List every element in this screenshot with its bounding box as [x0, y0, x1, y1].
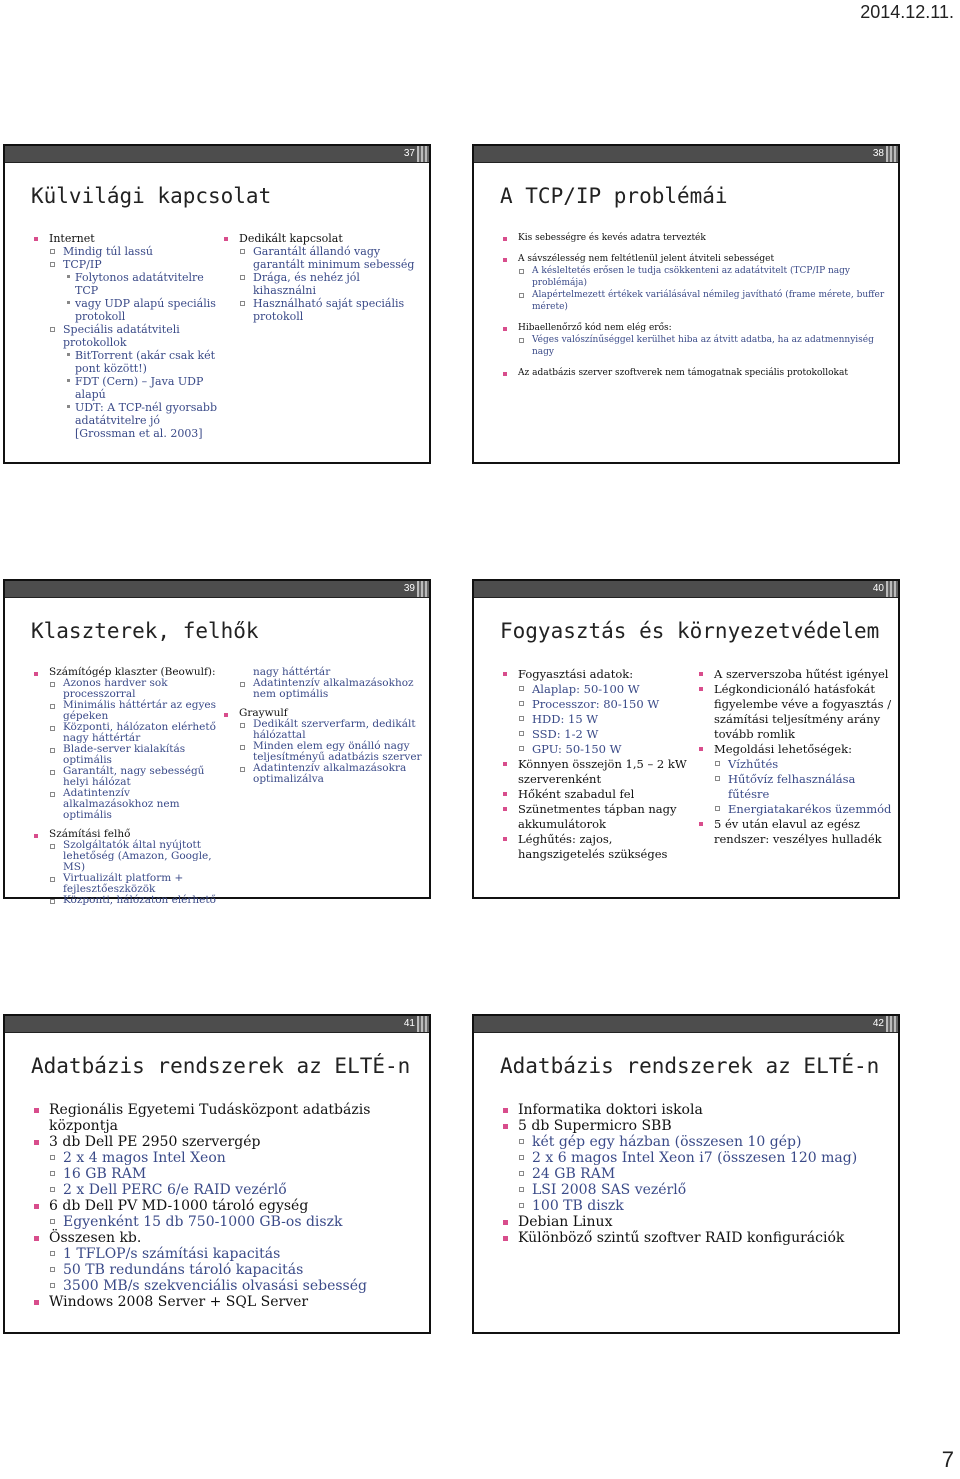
slide-header-bar	[5, 146, 429, 163]
slide-header-bar	[474, 1016, 898, 1033]
bullet-item-level-3: vagy UDP alapú speciális protokoll	[31, 297, 221, 323]
slide-42	[472, 1014, 900, 1334]
bullet-item-level-1: Számítógép klaszter (Beowulf):	[31, 667, 221, 678]
bullet-item-level-2: Adatintenzív alkalmazásokra optimalizálva	[221, 763, 423, 785]
bullet-item-level-1: 5 év után elavul az egész rendszer: veszélyes hulladék	[696, 817, 892, 847]
slide-number: 41	[403, 1018, 415, 1029]
slide-column	[31, 667, 221, 906]
slide-corner-pattern	[417, 1016, 429, 1032]
bullet-item-level-3: FDT (Cern) – Java UDP alapú	[31, 375, 221, 401]
slide-column	[31, 232, 221, 440]
bullet-item-level-2: Központi, hálózaton elérhető	[31, 895, 221, 906]
slide-title: Adatbázis rendszerek az ELTÉ-n	[500, 1054, 880, 1078]
bullet-item-level-1: Az adatbázis szerver szoftverek nem támogatnak speciális protokollokat	[500, 367, 892, 379]
bullet-item-level-2: két gép egy házban (összesen 10 gép)	[500, 1134, 892, 1150]
slide-title: Adatbázis rendszerek az ELTÉ-n	[31, 1054, 411, 1078]
bullet-item-level-2: Adatintenzív alkalmazásokhoz nem optimális	[31, 788, 221, 821]
slide-corner-pattern	[886, 581, 898, 597]
bullet-list	[221, 232, 421, 323]
slide-37	[3, 144, 431, 464]
bullet-item-level-2: Központi, hálózaton elérhető nagy háttértár	[31, 722, 221, 744]
bullet-item-level-1: Léghűtés: zajos, hangszigetelés szükséges	[500, 832, 696, 862]
slide-column	[500, 232, 892, 379]
slide-column	[221, 232, 421, 323]
bullet-list	[221, 667, 423, 785]
slide-header-bar	[474, 581, 898, 598]
slide-title: A TCP/IP problémái	[500, 184, 728, 208]
bullet-item-level-1: 5 db Supermicro SBB	[500, 1118, 892, 1134]
bullet-item-level-2: SSD: 1-2 W	[500, 727, 696, 742]
bullet-item-level-2: 24 GB RAM	[500, 1166, 892, 1182]
bullet-item-level-1: Informatika doktori iskola	[500, 1102, 892, 1118]
bullet-item-level-2: Garantált, nagy sebességű helyi hálózat	[31, 766, 221, 788]
slide-body	[500, 667, 892, 891]
bullet-list	[500, 1102, 892, 1246]
slide-40	[472, 579, 900, 899]
slide-number: 40	[872, 583, 884, 594]
bullet-item-level-2: Dedikált szerverfarm, dedikált hálózattal	[221, 719, 423, 741]
bullet-item-level-1: Megoldási lehetőségek:	[696, 742, 892, 757]
slide-column	[696, 667, 892, 847]
bullet-item-level-3: UDT: A TCP-nél gyorsabb adatátvitelre jó [Grossman et al. 2003]	[31, 401, 221, 440]
slide-38	[472, 144, 900, 464]
page-date: 2014.12.11.	[860, 2, 954, 22]
bullet-item-level-1: Windows 2008 Server + SQL Server	[31, 1294, 423, 1310]
slide-title: Fogyasztás és környezetvédelem	[500, 619, 880, 643]
slide-corner-pattern	[417, 581, 429, 597]
bullet-item-level-1: Számítási felhő	[31, 829, 221, 840]
slide-number: 42	[872, 1018, 884, 1029]
bullet-item-level-1: Összesen kb.	[31, 1230, 423, 1246]
slide-corner-pattern	[417, 146, 429, 162]
slide-column	[500, 667, 696, 862]
bullet-item-level-2: Blade-server kialakítás optimális	[31, 744, 221, 766]
bullet-item-level-1: 6 db Dell PV MD-1000 tároló egység	[31, 1198, 423, 1214]
slide-title: Klaszterek, felhők	[31, 619, 259, 643]
slide-header-bar	[474, 146, 898, 163]
bullet-item-level-2: nagy háttértár	[253, 666, 331, 678]
bullet-item-level-1: Hőként szabadul fel	[500, 787, 696, 802]
bullet-list	[696, 667, 892, 847]
slide-corner-pattern	[886, 146, 898, 162]
bullet-list	[500, 232, 892, 379]
bullet-list	[31, 667, 221, 906]
bullet-item-level-1: Kis sebességre és kevés adatra tervezték	[500, 232, 892, 244]
bullet-item-level-2: GPU: 50-150 W	[500, 742, 696, 757]
slide-column	[500, 1102, 892, 1246]
slide-header-bar	[5, 1016, 429, 1033]
bullet-item-level-2: 2 x 4 magos Intel Xeon	[31, 1150, 423, 1166]
page-number: 7	[941, 1447, 954, 1472]
bullet-item-level-2: 2 x Dell PERC 6/e RAID vezérlő	[31, 1182, 423, 1198]
bullet-item-level-2: Egyenként 15 db 750-1000 GB-os diszk	[31, 1214, 423, 1230]
bullet-item-level-2: Garantált állandó vagy garantált minimum sebesség	[221, 245, 421, 271]
slide-body	[31, 666, 422, 906]
bullet-item-level-2: Mindig túl lassú	[31, 245, 221, 258]
slide-body	[31, 232, 419, 456]
bullet-item-level-2: Drága, és nehéz jól kihasználni	[221, 271, 421, 297]
bullet-item-level-2: Speciális adatátviteli protokollok	[31, 323, 221, 349]
slide-39	[3, 579, 431, 906]
bullet-item-level-2: 50 TB redundáns tároló kapacitás	[31, 1262, 423, 1278]
bullet-item-level-1: Dedikált kapcsolat	[221, 232, 421, 245]
bullet-item-level-1: Különböző szintű szoftver RAID konfigurációk	[500, 1230, 892, 1246]
bullet-item-level-2: Hűtővíz felhasználása fűtésre	[696, 772, 892, 802]
slide-41	[3, 1014, 431, 1334]
bullet-item-level-1: Regionális Egyetemi Tudásközpont adatbázis központja	[31, 1102, 423, 1134]
bullet-item-level-3: BitTorrent (akár csak két pont között!)	[31, 349, 221, 375]
slide-body	[500, 1102, 888, 1326]
bullet-item-level-2: Alapértelmezett értékek variálásával némileg javítható (frame mérete, buffer mérete)	[500, 289, 892, 313]
bullet-list	[31, 1102, 423, 1310]
slide-column	[31, 1102, 423, 1310]
bullet-item-level-2: 16 GB RAM	[31, 1166, 423, 1182]
bullet-item-level-2: 3500 MB/s szekvenciális olvasási sebesség	[31, 1278, 423, 1294]
bullet-item-level-2: Vízhűtés	[696, 757, 892, 772]
bullet-item-level-1: Debian Linux	[500, 1214, 892, 1230]
slide-column	[221, 667, 423, 785]
bullet-item-level-2: Minimális háttértár az egyes gépeken	[31, 700, 221, 722]
bullet-item-level-2: HDD: 15 W	[500, 712, 696, 727]
slide-body	[31, 1102, 419, 1326]
bullet-item-level-1: 3 db Dell PE 2950 szervergép	[31, 1134, 423, 1150]
bullet-item-level-2: Energiatakarékos üzemmód	[696, 802, 892, 817]
bullet-item-level-3: Folytonos adatátvitelre TCP	[31, 271, 221, 297]
slide-number: 38	[872, 148, 884, 159]
bullet-item-level-2: 100 TB diszk	[500, 1198, 892, 1214]
bullet-item-level-2: Processzor: 80-150 W	[500, 697, 696, 712]
bullet-item-level-2: Véges valószínűséggel kerülhet hiba az átvitt adatba, ha az adatmennyiség nagy	[500, 334, 892, 358]
slide-header-bar	[5, 581, 429, 598]
bullet-item-level-2: Azonos hardver sok processzorral	[31, 678, 221, 700]
slide-body	[500, 232, 888, 456]
bullet-item-level-2: Virtualizált platform + fejlesztőeszközök	[31, 873, 221, 895]
bullet-item-level-1: A szerverszoba hűtést igényel	[696, 667, 892, 682]
bullet-item-level-1: Graywulf	[221, 708, 423, 719]
bullet-item-level-1: Fogyasztási adatok:	[500, 667, 696, 682]
bullet-item-level-1: Légkondicionáló hatásfokát figyelembe véve a fogyasztás / számítási teljesítmény arány tovább romlik	[696, 682, 892, 742]
slide-number: 37	[403, 148, 415, 159]
bullet-item-level-2: Alaplap: 50-100 W	[500, 682, 696, 697]
bullet-item-level-2: LSI 2008 SAS vezérlő	[500, 1182, 892, 1198]
bullet-item-level-2: Adatintenzív alkalmazásokhoz nem optimális	[221, 678, 423, 700]
bullet-item-level-2: A késleltetés erősen le tudja csökkenteni az adatátvitelt (TCP/IP nagy problémája)	[500, 265, 892, 289]
slide-corner-pattern	[886, 1016, 898, 1032]
bullet-item-level-1: Szünetmentes tápban nagy akkumulátorok	[500, 802, 696, 832]
slide-number: 39	[403, 583, 415, 594]
bullet-item-level-1: Hibaellenőrző kód nem elég erős:	[500, 322, 892, 334]
bullet-item-level-1: Internet	[31, 232, 221, 245]
bullet-item-level-2: 1 TFLOP/s számítási kapacitás	[31, 1246, 423, 1262]
slide-title: Külvilági kapcsolat	[31, 184, 272, 208]
bullet-item-level-2: 2 x 6 magos Intel Xeon i7 (összesen 120 mag)	[500, 1150, 892, 1166]
bullet-item-level-2: Minden elem egy önálló nagy teljesítményű adatbázis szerver	[221, 741, 423, 763]
bullet-list	[500, 667, 696, 862]
bullet-list	[31, 232, 221, 440]
bullet-item-level-1: Könnyen összejön 1,5 – 2 kW szerverenként	[500, 757, 696, 787]
bullet-item-level-2: TCP/IP	[31, 258, 221, 271]
bullet-item-level-2: Használható saját speciális protokoll	[221, 297, 421, 323]
bullet-item-level-2: Szolgáltatók által nyújtott lehetőség (Amazon, Google, MS)	[31, 840, 221, 873]
bullet-item-level-1: A sávszélesség nem feltétlenül jelent átviteli sebességet	[500, 253, 892, 265]
